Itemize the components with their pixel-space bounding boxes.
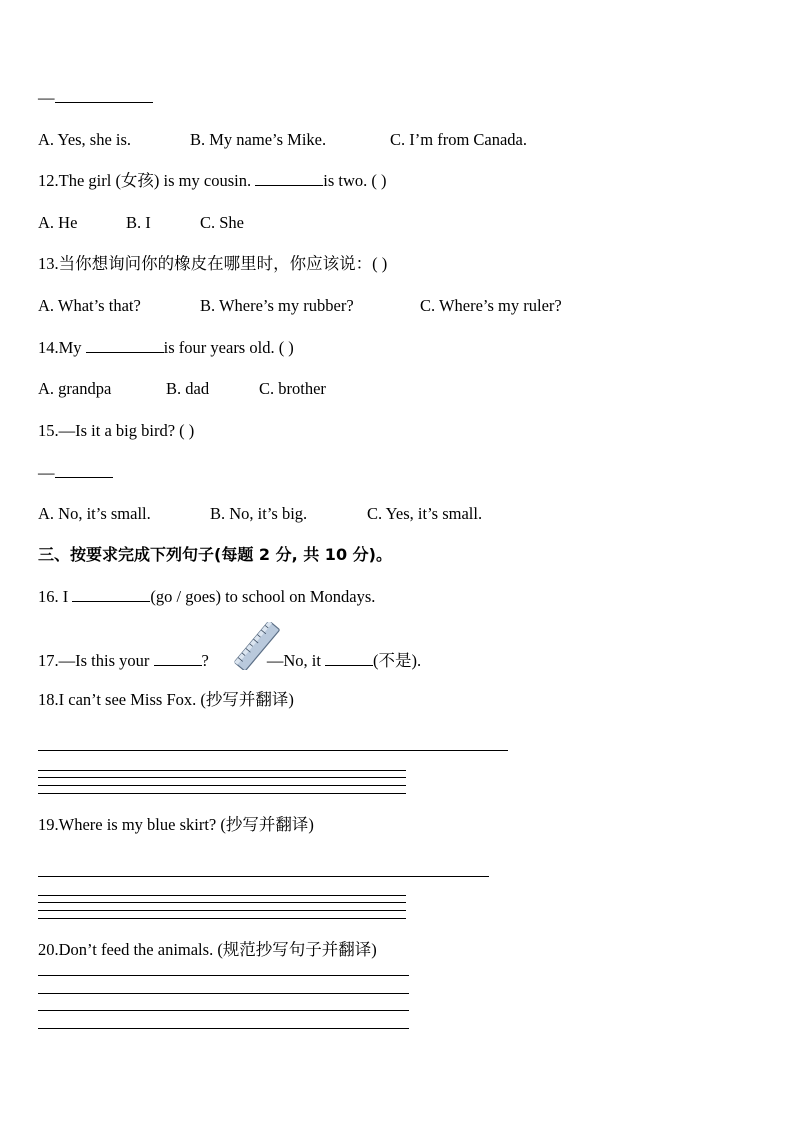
q15-option-c[interactable]: C. Yes, it’s small. (367, 504, 483, 523)
q11-option-a[interactable]: A. Yes, she is. (38, 130, 132, 149)
q15-answer-blank[interactable] (55, 463, 113, 478)
q11-option-b[interactable]: B. My name’s Mike. (190, 130, 327, 149)
q18-writing-line-1[interactable] (38, 770, 406, 771)
q20-writing-line-1[interactable] (38, 975, 409, 976)
q17-reply: —No, it (266, 651, 326, 670)
q18-writing-line-2[interactable] (38, 777, 406, 778)
q16-question (38, 587, 375, 607)
q18-writing-line-4[interactable] (38, 793, 406, 794)
q15-question: 15.—Is it a big bird? ( ) (38, 421, 195, 440)
section-3-heading: 三、按要求完成下列句子(每题 2 分, 共 10 分)。 (38, 545, 392, 564)
q13-option-a[interactable]: A. What’s that? (38, 296, 141, 315)
q17-text-mid: ? (201, 651, 209, 670)
q14-text-suffix: is four years old. ( ) (163, 338, 294, 357)
q20-writing-line-2[interactable] (38, 993, 409, 994)
q13-option-c[interactable]: C. Where’s my ruler? (420, 296, 562, 315)
q18-copy-line[interactable] (38, 750, 508, 751)
q11-answer-blank[interactable] (55, 88, 153, 103)
q19-writing-line-1[interactable] (38, 895, 406, 896)
q17-blank-2[interactable] (325, 651, 373, 666)
q11-option-c[interactable]: C. I’m from Canada. (390, 130, 528, 149)
q14-option-c[interactable]: C. brother (259, 379, 326, 398)
q14-question (38, 338, 294, 358)
q20-writing-line-4[interactable] (38, 1028, 409, 1029)
q17-blank-1[interactable] (154, 651, 202, 666)
q19-writing-line-2[interactable] (38, 902, 406, 903)
q12-option-c[interactable]: C. She (200, 213, 245, 232)
q19-writing-line-4[interactable] (38, 918, 406, 919)
q14-option-b[interactable]: B. dad (166, 379, 210, 398)
q16-text-suffix: (go / goes) to school on Mondays. (150, 587, 376, 606)
q13-question: 13.当你想询问你的橡皮在哪里时，你应该说：( ) (38, 254, 388, 273)
q17-question (38, 651, 421, 671)
q14-text-prefix: 14.My (38, 338, 86, 357)
q13-option-b[interactable]: B. Where’s my rubber? (200, 296, 354, 315)
ruler-picture (232, 622, 282, 670)
q12-blank[interactable] (255, 171, 323, 186)
q17-text-suffix: (不是). (373, 651, 422, 670)
q15-option-a[interactable]: A. No, it’s small. (38, 504, 151, 523)
q16-blank[interactable] (72, 587, 150, 602)
q14-blank[interactable] (86, 338, 164, 353)
q11-answer-line (38, 88, 153, 108)
q20-question: 20.Don’t feed the animals. (规范抄写句子并翻译) (38, 940, 377, 959)
q11-dash: — (38, 88, 55, 107)
q20-writing-line-3[interactable] (38, 1010, 409, 1011)
q18-writing-line-3[interactable] (38, 785, 406, 786)
q16-text-prefix: 16. I (38, 587, 73, 606)
q19-question: 19.Where is my blue skirt? (抄写并翻译) (38, 815, 314, 834)
q12-option-b[interactable]: B. I (126, 213, 151, 232)
q12-question (38, 171, 386, 191)
q12-text-suffix: is two. ( ) (323, 171, 387, 190)
q19-copy-line[interactable] (38, 876, 489, 877)
q15-answer-line (38, 463, 113, 483)
q18-question: 18.I can’t see Miss Fox. (抄写并翻译) (38, 690, 294, 709)
q14-option-a[interactable]: A. grandpa (38, 379, 112, 398)
q15-dash: — (38, 463, 55, 482)
q15-option-b[interactable]: B. No, it’s big. (210, 504, 308, 523)
q17-text-prefix: 17.—Is this your (38, 651, 154, 670)
q12-option-a[interactable]: A. He (38, 213, 78, 232)
q19-writing-line-3[interactable] (38, 910, 406, 911)
q12-text-prefix: 12.The girl (女孩) is my cousin. (38, 171, 256, 190)
